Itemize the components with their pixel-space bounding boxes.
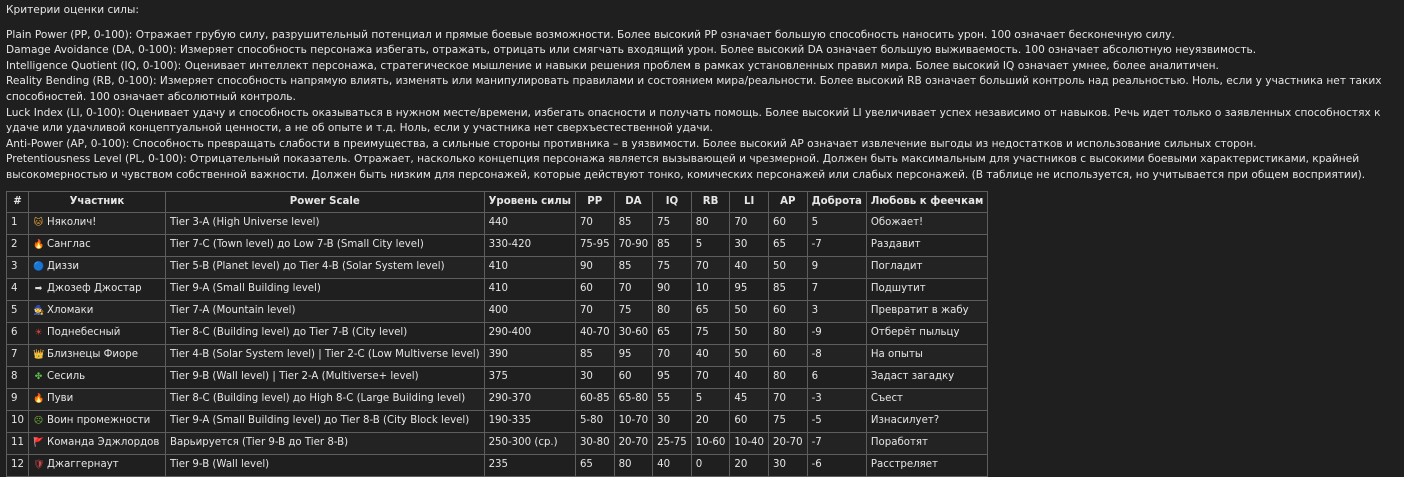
power-scale-cell: Tier 9-B (Wall level) | Tier 2-A (Multiverse+ level) xyxy=(165,366,484,388)
participant-name xyxy=(28,300,165,322)
participant-name xyxy=(28,322,165,344)
rb-cell: 5 xyxy=(691,234,730,256)
power-scale-cell: Варьируется (Tier 9-B до Tier 8-B) xyxy=(165,432,484,454)
fairy-love-cell: Обожает! xyxy=(866,212,987,234)
ap-cell: 80 xyxy=(769,366,808,388)
da-cell: 85 xyxy=(614,256,653,278)
fairy-love-cell: Изнасилует? xyxy=(866,410,987,432)
kindness-cell: 6 xyxy=(807,366,866,388)
participant-icon: ☀ xyxy=(34,328,43,339)
table-row xyxy=(7,256,988,278)
table-row xyxy=(7,234,988,256)
iq-cell: 75 xyxy=(653,212,692,234)
fairy-love-cell: Погладит xyxy=(866,256,987,278)
power-scale-cell: Tier 9-A (Small Building level) до Tier 8-B (City Block level) xyxy=(165,410,484,432)
col-header-kindness: Доброта xyxy=(807,191,866,212)
participant-label: Пуви xyxy=(46,393,74,405)
participant-label: Диззи xyxy=(46,261,80,273)
table-header-row xyxy=(7,191,988,212)
rb-cell: 0 xyxy=(691,454,730,476)
ap-cell: 75 xyxy=(769,410,808,432)
iq-cell: 40 xyxy=(653,454,692,476)
kindness-cell: -5 xyxy=(807,410,866,432)
ap-cell: 20-70 xyxy=(769,432,808,454)
col-header-fairy-love: Любовь к феечкам xyxy=(866,191,987,212)
participant-label: Санглас xyxy=(46,239,91,251)
iq-cell: 85 xyxy=(653,234,692,256)
participant-name xyxy=(28,454,165,476)
participant-label: Воин промежности xyxy=(46,415,151,427)
li-cell: 50 xyxy=(730,322,769,344)
li-cell: 20 xyxy=(730,454,769,476)
table-row xyxy=(7,454,988,476)
table-row xyxy=(7,410,988,432)
col-header-power-scale: Power Scale xyxy=(165,191,484,212)
pp-cell: 85 xyxy=(575,344,614,366)
table-row xyxy=(7,432,988,454)
power-level-cell: 400 xyxy=(484,300,575,322)
iq-cell: 90 xyxy=(653,278,692,300)
iq-cell: 65 xyxy=(653,322,692,344)
participant-icon: 🛡 xyxy=(32,460,45,471)
power-level-cell: 375 xyxy=(484,366,575,388)
li-cell: 10-40 xyxy=(730,432,769,454)
fairy-love-cell: Съест xyxy=(866,388,987,410)
rb-cell: 75 xyxy=(691,322,730,344)
kindness-cell: 7 xyxy=(807,278,866,300)
iq-cell: 70 xyxy=(653,344,692,366)
row-number: 5 xyxy=(7,300,29,322)
row-number: 1 xyxy=(7,212,29,234)
kindness-cell: -7 xyxy=(807,432,866,454)
ap-cell: 60 xyxy=(769,344,808,366)
fairy-love-cell: Расстреляет xyxy=(866,454,987,476)
criterion-pp: Plain Power (PP, 0-100): Отражает грубую силу, разрушительный потенциал и прямые боевые возможности. Более высокий PP означает большую способность наносить урон. 100 означает бесконечную силу. xyxy=(6,28,1175,41)
col-header-da: DA xyxy=(614,191,653,212)
ap-cell: 65 xyxy=(769,234,808,256)
ap-cell: 30 xyxy=(769,454,808,476)
rb-cell: 65 xyxy=(691,300,730,322)
pp-cell: 30-80 xyxy=(575,432,614,454)
kindness-cell: -3 xyxy=(807,388,866,410)
col-header-power-level: Уровень силы xyxy=(484,191,575,212)
col-header-participant: Участник xyxy=(28,191,165,212)
criterion-ap: Anti-Power (AP, 0-100): Способность превращать слабости в преимущества, а сильные стороны противника – в уязвимости. Более высокий AP означает извлечение выгоды из недостатков и использование сильных сторон. xyxy=(6,137,1257,150)
row-number: 11 xyxy=(7,432,29,454)
criterion-da: Damage Avoidance (DA, 0-100): Измеряет способность персонажа избегать, отражать, отрицать или смягчать входящий урон. Более высокий DA означает большую выживаемость. 100 означает абсолютную неуязвимость. xyxy=(6,44,1257,57)
power-level-cell: 190-335 xyxy=(484,410,575,432)
da-cell: 20-70 xyxy=(614,432,653,454)
rb-cell: 70 xyxy=(691,256,730,278)
row-number: 3 xyxy=(7,256,29,278)
rb-cell: 20 xyxy=(691,410,730,432)
li-cell: 40 xyxy=(730,366,769,388)
participant-label: Джаггернаут xyxy=(46,459,119,471)
rb-cell: 80 xyxy=(691,212,730,234)
ap-cell: 70 xyxy=(769,388,808,410)
power-scale-cell: Tier 4-B (Solar System level) | Tier 2-C (Low Multiverse level) xyxy=(165,344,484,366)
rb-cell: 70 xyxy=(691,366,730,388)
participant-icon: 🚩 xyxy=(32,438,45,449)
power-scale-table xyxy=(6,191,988,477)
table-body xyxy=(7,212,988,476)
ap-cell: 60 xyxy=(769,300,808,322)
pp-cell: 60-85 xyxy=(575,388,614,410)
kindness-cell: -7 xyxy=(807,234,866,256)
da-cell: 75 xyxy=(614,300,653,322)
fairy-love-cell: Превратит в жабу xyxy=(866,300,987,322)
li-cell: 60 xyxy=(730,410,769,432)
power-scale-cell: Tier 5-B (Planet level) до Tier 4-B (Solar System level) xyxy=(165,256,484,278)
pp-cell: 60 xyxy=(575,278,614,300)
ap-cell: 60 xyxy=(769,212,808,234)
row-number: 12 xyxy=(7,454,29,476)
criteria-list xyxy=(6,28,1398,184)
power-level-cell: 250-300 (ср.) xyxy=(484,432,575,454)
fairy-love-cell: На опыты xyxy=(866,344,987,366)
power-level-cell: 410 xyxy=(484,278,575,300)
fairy-love-cell: Поработят xyxy=(866,432,987,454)
table-row xyxy=(7,300,988,322)
participant-icon: 🐱 xyxy=(33,218,44,229)
power-level-cell: 390 xyxy=(484,344,575,366)
power-level-cell: 290-370 xyxy=(484,388,575,410)
fairy-love-cell: Задаст загадку xyxy=(866,366,987,388)
iq-cell: 95 xyxy=(653,366,692,388)
pp-cell: 30 xyxy=(575,366,614,388)
participant-name xyxy=(28,256,165,278)
pp-cell: 70 xyxy=(575,212,614,234)
participant-icon: ✤ xyxy=(34,372,43,383)
power-level-cell: 410 xyxy=(484,256,575,278)
participant-label: Джозеф Джостар xyxy=(46,283,142,295)
power-scale-cell: Tier 3-A (High Universe level) xyxy=(165,212,484,234)
power-level-cell: 235 xyxy=(484,454,575,476)
power-level-cell: 330-420 xyxy=(484,234,575,256)
criterion-iq: Intelligence Quotient (IQ, 0-100): Оценивает интеллект персонажа, стратегическое мышление и навыки решения проблем в рамках установленных правил мира. Более высокий IQ означает умнее, более аналитичен. xyxy=(6,59,1219,72)
row-number: 9 xyxy=(7,388,29,410)
col-header-ap: AP xyxy=(769,191,808,212)
participant-label: Близнецы Фиоре xyxy=(46,349,139,361)
da-cell: 65-80 xyxy=(614,388,653,410)
da-cell: 30-60 xyxy=(614,322,653,344)
col-header-li: LI xyxy=(730,191,769,212)
kindness-cell: -6 xyxy=(807,454,866,476)
kindness-cell: -9 xyxy=(807,322,866,344)
row-number: 8 xyxy=(7,366,29,388)
participant-label: Сесиль xyxy=(46,371,86,383)
criterion-pl: Pretentiousness Level (PL, 0-100): Отрицательный показатель. Отражает, насколько концепция персонажа является вызывающей и чрезмерной. Должен быть максимальным для участников с высокими боевыми характеристиками, крайней высокомерностью и чувством собственной важности. Должен быть низким для персонажей, которые действуют тонко, комических персонажей или слабых персонажей. (В таблице не используется, но учитывается при общем восприятии). xyxy=(6,153,1366,181)
rb-cell: 10-60 xyxy=(691,432,730,454)
power-scale-cell: Tier 7-A (Mountain level) xyxy=(165,300,484,322)
da-cell: 70-90 xyxy=(614,234,653,256)
col-header-rb: RB xyxy=(691,191,730,212)
table-row xyxy=(7,344,988,366)
criteria-heading: Критерии оценки силы: xyxy=(6,4,139,16)
participant-icon: ☹ xyxy=(33,416,44,427)
da-cell: 70 xyxy=(614,278,653,300)
power-scale-cell: Tier 9-B (Wall level) xyxy=(165,454,484,476)
rb-cell: 10 xyxy=(691,278,730,300)
participant-icon: 🔥 xyxy=(32,394,45,405)
da-cell: 95 xyxy=(614,344,653,366)
participant-label: Хломаки xyxy=(46,305,94,317)
power-scale-cell: Tier 9-A (Small Building level) xyxy=(165,278,484,300)
table-row xyxy=(7,388,988,410)
participant-name xyxy=(28,212,165,234)
da-cell: 80 xyxy=(614,454,653,476)
da-cell: 10-70 xyxy=(614,410,653,432)
li-cell: 95 xyxy=(730,278,769,300)
li-cell: 40 xyxy=(730,256,769,278)
participant-label: Няколич! xyxy=(46,217,97,229)
li-cell: 50 xyxy=(730,344,769,366)
participant-icon: 🔥 xyxy=(32,240,45,251)
participant-name xyxy=(28,388,165,410)
pp-cell: 5-80 xyxy=(575,410,614,432)
iq-cell: 55 xyxy=(653,388,692,410)
col-header-number: # xyxy=(7,191,29,212)
li-cell: 70 xyxy=(730,212,769,234)
iq-cell: 30 xyxy=(653,410,692,432)
kindness-cell: 5 xyxy=(807,212,866,234)
col-header-pp: PP xyxy=(575,191,614,212)
col-header-iq: IQ xyxy=(653,191,692,212)
participant-name xyxy=(28,234,165,256)
da-cell: 85 xyxy=(614,212,653,234)
pp-cell: 90 xyxy=(575,256,614,278)
table-row xyxy=(7,322,988,344)
fairy-love-cell: Отберёт пыльцу xyxy=(866,322,987,344)
participant-name xyxy=(28,432,165,454)
power-scale-cell: Tier 8-C (Building level) до Tier 7-B (City level) xyxy=(165,322,484,344)
li-cell: 45 xyxy=(730,388,769,410)
da-cell: 60 xyxy=(614,366,653,388)
row-number: 6 xyxy=(7,322,29,344)
participant-icon: 🔵 xyxy=(32,262,45,273)
power-level-cell: 440 xyxy=(484,212,575,234)
row-number: 7 xyxy=(7,344,29,366)
rb-cell: 40 xyxy=(691,344,730,366)
participant-icon: 🧙 xyxy=(32,306,45,317)
li-cell: 50 xyxy=(730,300,769,322)
pp-cell: 65 xyxy=(575,454,614,476)
table-row xyxy=(7,278,988,300)
power-scale-cell: Tier 8-C (Building level) до High 8-C (Large Building level) xyxy=(165,388,484,410)
ap-cell: 85 xyxy=(769,278,808,300)
row-number: 4 xyxy=(7,278,29,300)
li-cell: 30 xyxy=(730,234,769,256)
rb-cell: 5 xyxy=(691,388,730,410)
participant-label: Команда Эджлордов xyxy=(46,437,160,449)
pp-cell: 70 xyxy=(575,300,614,322)
fairy-love-cell: Раздавит xyxy=(866,234,987,256)
criterion-li: Luck Index (LI, 0-100): Оценивает удачу и способность оказываться в нужном месте/времени, избегать опасности и получать помощь. Более высокий LI увеличивает успех независимо от навыков. Речь идет только о заявленных способностях к удаче или удачливой концептуальной ценности, а не об опыте и т.д. Ноль, если у участника нет сверхъестественной удачи. xyxy=(6,106,1381,135)
participant-name xyxy=(28,410,165,432)
table-row xyxy=(7,366,988,388)
participant-name xyxy=(28,344,165,366)
kindness-cell: 9 xyxy=(807,256,866,278)
participant-icon: ➡ xyxy=(34,284,43,295)
ap-cell: 50 xyxy=(769,256,808,278)
participant-name xyxy=(28,366,165,388)
participant-name xyxy=(28,278,165,300)
fairy-love-cell: Подшутит xyxy=(866,278,987,300)
iq-cell: 80 xyxy=(653,300,692,322)
row-number: 2 xyxy=(7,234,29,256)
kindness-cell: -8 xyxy=(807,344,866,366)
iq-cell: 25-75 xyxy=(653,432,692,454)
power-scale-cell: Tier 7-C (Town level) до Low 7-B (Small City level) xyxy=(165,234,484,256)
power-level-cell: 290-400 xyxy=(484,322,575,344)
participant-label: Поднебесный xyxy=(46,327,121,339)
row-number: 10 xyxy=(7,410,29,432)
pp-cell: 75-95 xyxy=(575,234,614,256)
kindness-cell: 3 xyxy=(807,300,866,322)
criterion-rb: Reality Bending (RB, 0-100): Измеряет способность напрямую влиять, изменять или манипулировать правилами и состоянием мира/реальности. Более высокий RB означает больший контроль над реальностью. Ноль, если у участника нет таких способностей. 100 означает абсолютный контроль. xyxy=(6,75,1382,103)
ap-cell: 80 xyxy=(769,322,808,344)
participant-icon: 👑 xyxy=(32,350,45,361)
table-row xyxy=(7,212,988,234)
iq-cell: 75 xyxy=(653,256,692,278)
pp-cell: 40-70 xyxy=(575,322,614,344)
